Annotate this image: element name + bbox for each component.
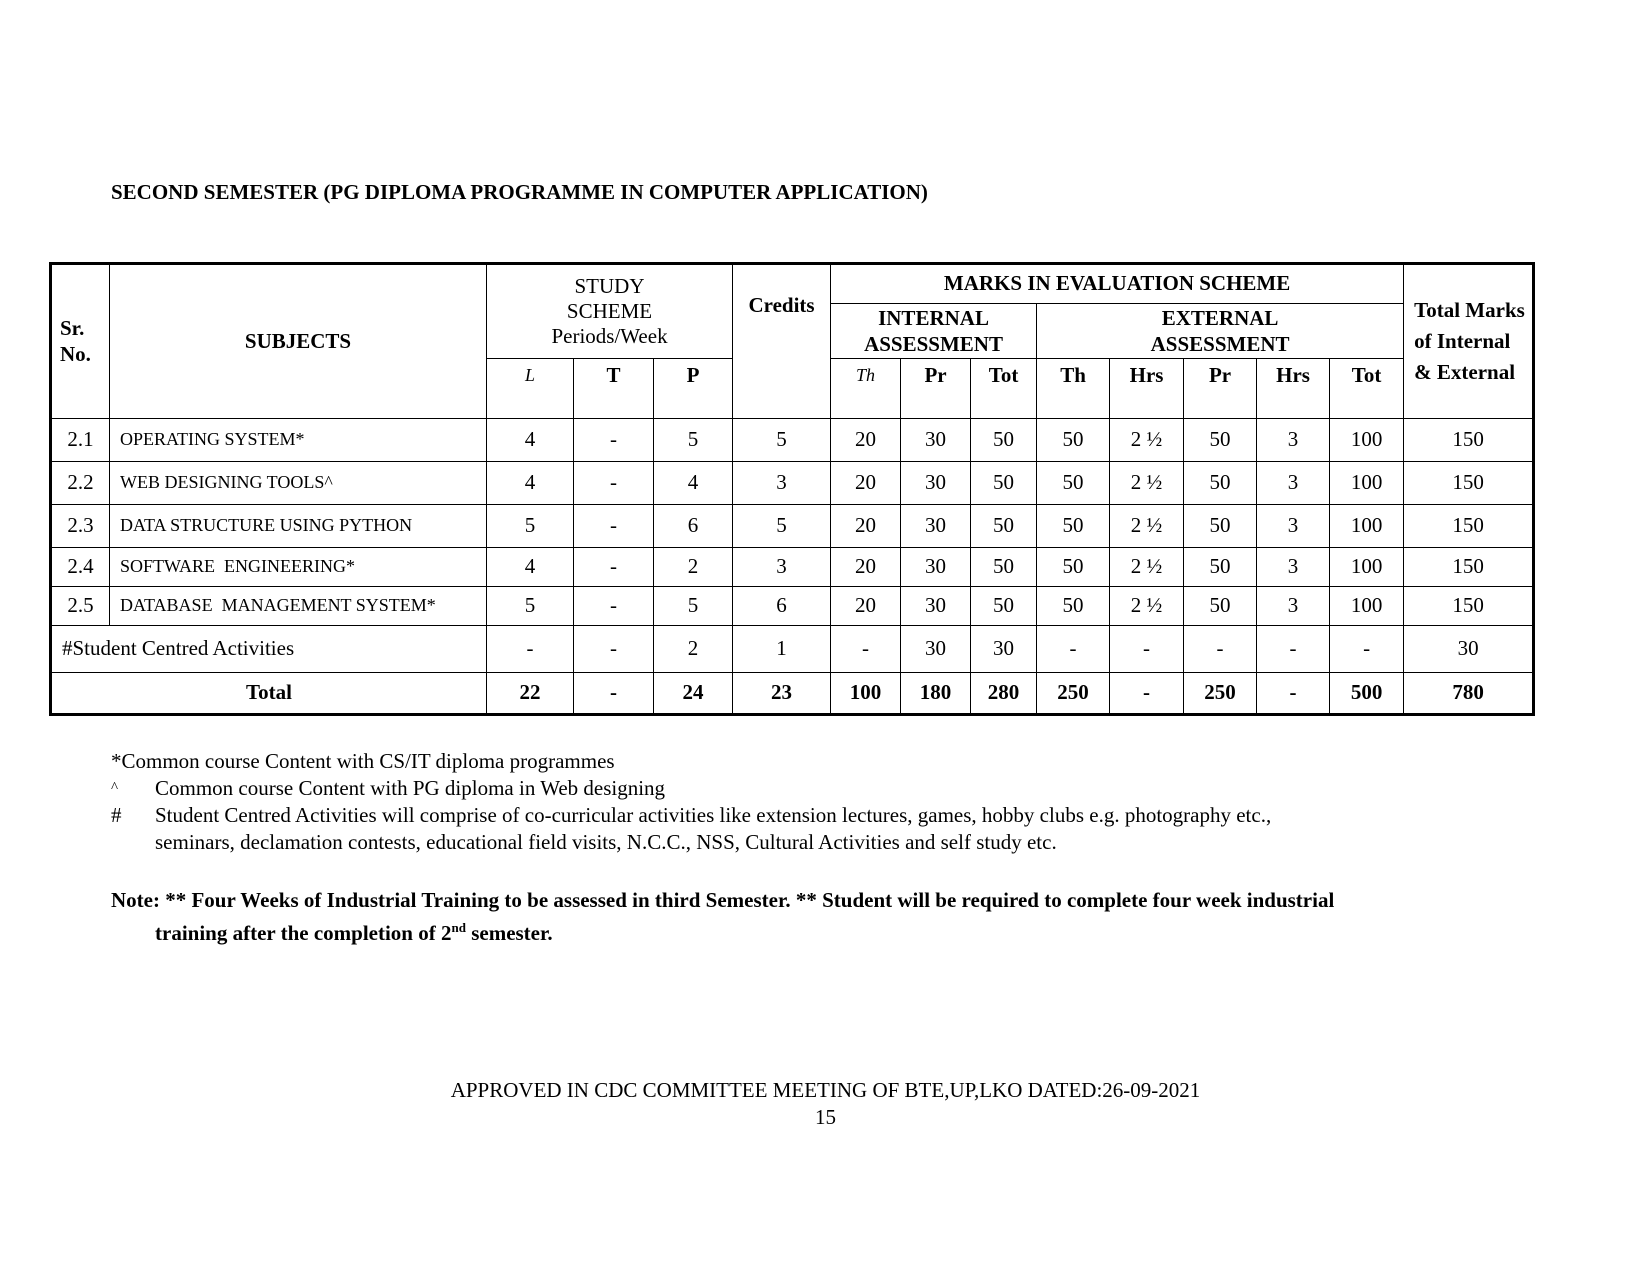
- ext-pr-cell: 50: [1184, 419, 1257, 462]
- ext-pr-cell: 50: [1184, 587, 1257, 626]
- int-pr-cell: 30: [901, 548, 971, 587]
- table-row: [51, 419, 1534, 462]
- ext-tot-cell: 100: [1330, 548, 1404, 587]
- sr-no-cell: 2.5: [51, 587, 110, 626]
- total-cell: 780: [1404, 673, 1534, 715]
- study-scheme-label: STUDY SCHEME: [566, 273, 653, 323]
- caret-symbol: ^: [111, 780, 119, 796]
- ext-th-cell: 50: [1037, 505, 1110, 548]
- footnote-activities-line1: Student Centred Activities will comprise of co-curricular activities like extension lectures, games, hobby clubs e.g. photography etc.,: [155, 803, 1272, 827]
- int-pr-cell: 30: [901, 626, 971, 673]
- footnote-common-web: [111, 775, 1271, 802]
- ext-tot-cell: 100: [1330, 505, 1404, 548]
- int-pr-cell: 30: [901, 587, 971, 626]
- page-number: 15: [815, 1105, 836, 1129]
- l-cell: -: [487, 626, 574, 673]
- footnote-common-web-text: Common course Content with PG diploma in Web designing: [155, 776, 666, 800]
- table-row: [51, 462, 1534, 505]
- ext-hrs1-cell: 2 ½: [1110, 548, 1184, 587]
- t-cell: -: [574, 548, 654, 587]
- credits-cell: 3: [733, 548, 831, 587]
- col-l-header: L: [487, 359, 574, 419]
- page-heading: SECOND SEMESTER (PG DIPLOMA PROGRAMME IN COMPUTER APPLICATION): [111, 180, 928, 204]
- int-pr-cell: 30: [901, 462, 971, 505]
- ext-tot-cell: 100: [1330, 587, 1404, 626]
- ext-th-cell: 50: [1037, 587, 1110, 626]
- int-pr-cell: 180: [901, 673, 971, 715]
- int-pr-cell: 30: [901, 505, 971, 548]
- table-row: [51, 548, 1534, 587]
- ext-hrs2-cell: 3: [1257, 462, 1330, 505]
- total-row: [51, 673, 1534, 715]
- ext-tot-cell: 100: [1330, 419, 1404, 462]
- internal-assessment-header: INTERNAL ASSESSMENT: [831, 304, 1037, 359]
- col-ext-hrs1-header: Hrs: [1110, 359, 1184, 419]
- col-int-th-header: Th: [831, 359, 901, 419]
- credits-cell: 1: [733, 626, 831, 673]
- col-ext-hrs2-header: Hrs: [1257, 359, 1330, 419]
- subject-cell: WEB DESIGNING TOOLS^: [110, 462, 487, 505]
- total-cell: 150: [1404, 419, 1534, 462]
- col-t-header: T: [574, 359, 654, 419]
- int-pr-cell: 30: [901, 419, 971, 462]
- ext-hrs1-cell: 2 ½: [1110, 419, 1184, 462]
- col-ext-tot-header: Tot: [1330, 359, 1404, 419]
- ext-pr-cell: -: [1184, 626, 1257, 673]
- t-cell: -: [574, 673, 654, 715]
- footnote-activities: [111, 802, 1271, 829]
- hash-symbol: #: [111, 803, 122, 827]
- training-note-line2: [111, 914, 1531, 947]
- l-cell: 5: [487, 587, 574, 626]
- credits-cell: 5: [733, 419, 831, 462]
- l-cell: 22: [487, 673, 574, 715]
- int-tot-cell: 50: [971, 505, 1037, 548]
- evaluation-scheme-table: [49, 262, 1535, 716]
- col-ext-pr-header: Pr: [1184, 359, 1257, 419]
- l-cell: 4: [487, 419, 574, 462]
- ext-pr-cell: 250: [1184, 673, 1257, 715]
- ext-hrs2-cell: 3: [1257, 419, 1330, 462]
- ext-th-cell: -: [1037, 626, 1110, 673]
- activities-label: #Student Centred Activities: [51, 626, 487, 673]
- ext-th-cell: 250: [1037, 673, 1110, 715]
- p-cell: 2: [654, 548, 733, 587]
- ext-th-cell: 50: [1037, 419, 1110, 462]
- t-cell: -: [574, 419, 654, 462]
- int-tot-cell: 50: [971, 462, 1037, 505]
- footnote-activities-line2: seminars, declamation contests, educational field visits, N.C.C., NSS, Cultural Activities and self study etc.: [155, 830, 1057, 854]
- header-row-1: [51, 264, 1534, 304]
- int-th-cell: 20: [831, 419, 901, 462]
- t-cell: -: [574, 462, 654, 505]
- t-cell: -: [574, 587, 654, 626]
- total-cell: 150: [1404, 505, 1534, 548]
- l-cell: 4: [487, 548, 574, 587]
- int-tot-cell: 30: [971, 626, 1037, 673]
- ext-th-cell: 50: [1037, 462, 1110, 505]
- credits-header: Credits: [733, 264, 831, 419]
- l-cell: 5: [487, 505, 574, 548]
- subject-cell: DATA STRUCTURE USING PYTHON: [110, 505, 487, 548]
- int-th-cell: 20: [831, 548, 901, 587]
- int-th-cell: -: [831, 626, 901, 673]
- ext-hrs1-cell: -: [1110, 626, 1184, 673]
- total-cell: 30: [1404, 626, 1534, 673]
- p-cell: 2: [654, 626, 733, 673]
- table-row: [51, 505, 1534, 548]
- training-note: [111, 887, 1531, 947]
- sr-no-cell: 2.2: [51, 462, 110, 505]
- activities-row: [51, 626, 1534, 673]
- ext-hrs2-cell: -: [1257, 626, 1330, 673]
- subject-cell: SOFTWARE ENGINEERING*: [110, 548, 487, 587]
- ext-tot-cell: 500: [1330, 673, 1404, 715]
- int-th-cell: 20: [831, 462, 901, 505]
- col-int-pr-header: Pr: [901, 359, 971, 419]
- ext-tot-cell: -: [1330, 626, 1404, 673]
- sr-no-header: Sr. No.: [51, 264, 110, 419]
- col-int-tot-header: Tot: [971, 359, 1037, 419]
- ext-hrs1-cell: 2 ½: [1110, 505, 1184, 548]
- marks-eval-header: MARKS IN EVALUATION SCHEME: [831, 264, 1404, 304]
- ext-th-cell: 50: [1037, 548, 1110, 587]
- credits-cell: 5: [733, 505, 831, 548]
- approval-footer: APPROVED IN CDC COMMITTEE MEETING OF BTE,UP,LKO DATED:26-09-2021: [450, 1078, 1201, 1102]
- p-cell: 5: [654, 587, 733, 626]
- ext-tot-cell: 100: [1330, 462, 1404, 505]
- int-th-cell: 20: [831, 505, 901, 548]
- p-cell: 6: [654, 505, 733, 548]
- total-cell: 150: [1404, 587, 1534, 626]
- ext-hrs1-cell: 2 ½: [1110, 462, 1184, 505]
- sr-no-cell: 2.1: [51, 419, 110, 462]
- training-note-line1: Note: ** Four Weeks of Industrial Training to be assessed in third Semester. ** Student will be required to complete four week industrial: [111, 888, 1335, 912]
- ext-hrs2-cell: -: [1257, 673, 1330, 715]
- t-cell: -: [574, 505, 654, 548]
- credits-cell: 23: [733, 673, 831, 715]
- training-note-line2-prefix: training after the completion of 2: [155, 921, 452, 945]
- total-cell: 150: [1404, 548, 1534, 587]
- ext-hrs2-cell: 3: [1257, 505, 1330, 548]
- external-assessment-header: [1037, 304, 1404, 359]
- sr-no-cell: 2.3: [51, 505, 110, 548]
- ext-hrs1-cell: 2 ½: [1110, 587, 1184, 626]
- int-th-cell: 100: [831, 673, 901, 715]
- subjects-header: SUBJECTS: [110, 264, 487, 419]
- p-cell: 5: [654, 419, 733, 462]
- total-label: Total: [51, 673, 487, 715]
- col-p-header: P: [654, 359, 733, 419]
- ext-hrs2-cell: 3: [1257, 548, 1330, 587]
- p-cell: 24: [654, 673, 733, 715]
- total-cell: 150: [1404, 462, 1534, 505]
- int-th-cell: 20: [831, 587, 901, 626]
- ext-pr-cell: 50: [1184, 505, 1257, 548]
- int-tot-cell: 280: [971, 673, 1037, 715]
- footnote-common-cs: *Common course Content with CS/IT diploma programmes: [111, 749, 615, 773]
- ext-hrs2-cell: 3: [1257, 587, 1330, 626]
- t-cell: -: [574, 626, 654, 673]
- ext-pr-cell: 50: [1184, 462, 1257, 505]
- l-cell: 4: [487, 462, 574, 505]
- credits-cell: 3: [733, 462, 831, 505]
- int-tot-cell: 50: [971, 419, 1037, 462]
- col-ext-th-header: Th: [1037, 359, 1110, 419]
- footnotes: [111, 748, 1271, 856]
- int-tot-cell: 50: [971, 587, 1037, 626]
- ext-pr-cell: 50: [1184, 548, 1257, 587]
- periods-week-label: Periods/Week: [551, 324, 668, 349]
- int-tot-cell: 50: [971, 548, 1037, 587]
- table-row: [51, 587, 1534, 626]
- training-note-line2-suffix: semester.: [465, 921, 553, 945]
- ext-hrs1-cell: -: [1110, 673, 1184, 715]
- total-marks-header: Total Marks of Internal & External: [1404, 264, 1534, 419]
- credits-cell: 6: [733, 587, 831, 626]
- study-scheme-header: [487, 264, 733, 359]
- external-assessment-label: EXTERNAL ASSESSMENT: [1150, 306, 1290, 356]
- p-cell: 4: [654, 462, 733, 505]
- training-note-sup: nd: [451, 920, 466, 935]
- sr-no-cell: 2.4: [51, 548, 110, 587]
- subject-cell: DATABASE MANAGEMENT SYSTEM*: [110, 587, 487, 626]
- subject-cell: OPERATING SYSTEM*: [110, 419, 487, 462]
